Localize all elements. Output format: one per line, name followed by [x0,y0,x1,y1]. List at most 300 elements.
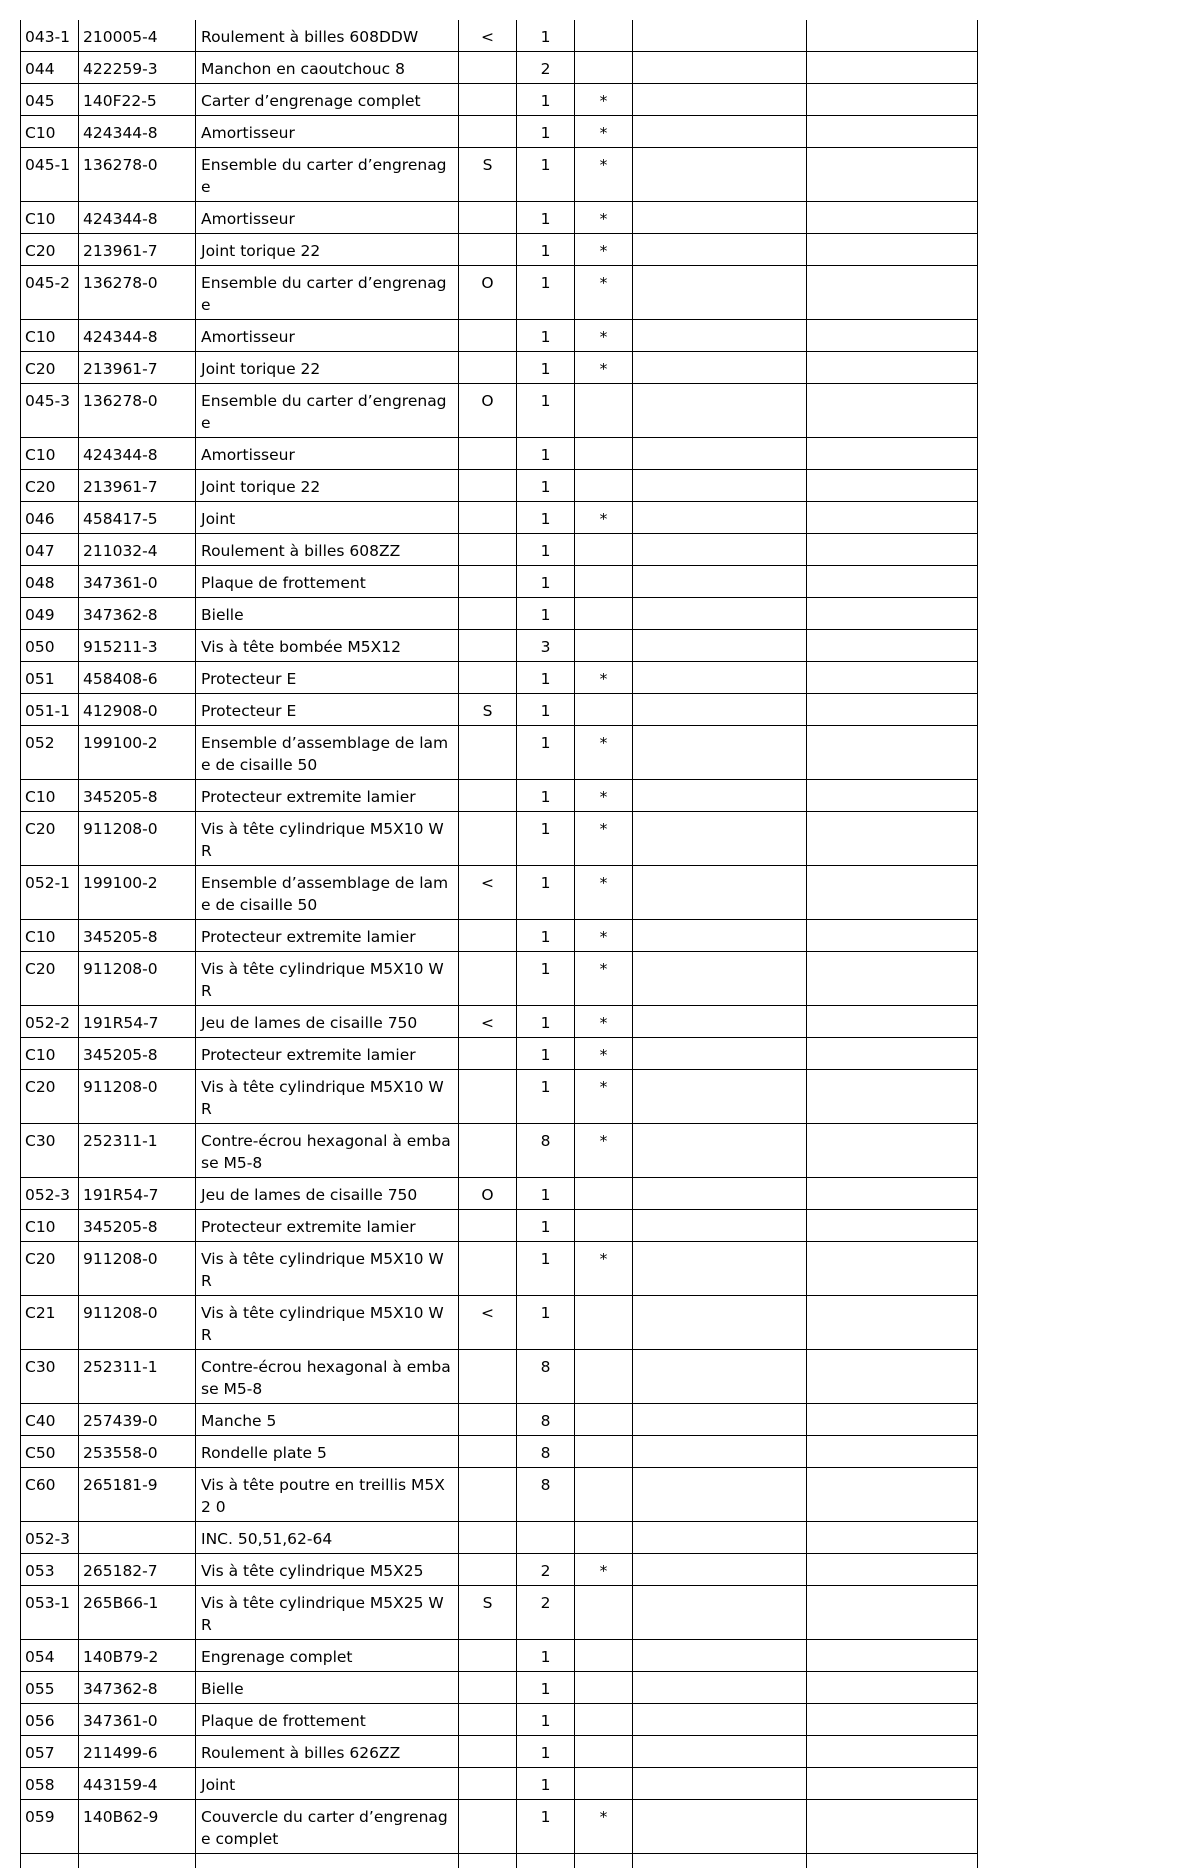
description-cell: Amortisseur [196,116,459,148]
change-code-cell: S [459,148,517,202]
change-code-cell [459,566,517,598]
part-number-cell: 911208-0 [79,1070,196,1124]
table-row [21,726,978,780]
description-cell: Protecteur E [196,694,459,726]
item-number-cell: C10 [21,116,79,148]
blank-cell-b [807,1554,978,1586]
change-code-cell [459,920,517,952]
item-number-cell: 043-1 [21,20,79,52]
change-code-cell [459,1522,517,1554]
blank-cell-a [633,866,807,920]
description-cell: Plaque de frottement [196,566,459,598]
blank-cell-b [807,598,978,630]
part-number-cell: 265B66-1 [79,1586,196,1640]
description-cell: INC. 50,51,62-64 [196,1522,459,1554]
item-number-cell: C10 [21,438,79,470]
table-row [21,52,978,84]
mark-cell: * [575,84,633,116]
blank-cell-a [633,1210,807,1242]
table-row [21,1640,978,1672]
item-number-cell: C10 [21,780,79,812]
part-number-cell: 347362-8 [79,1672,196,1704]
part-number-cell: 911208-0 [79,1296,196,1350]
blank-cell-b [807,1704,978,1736]
mark-cell: * [575,234,633,266]
quantity-cell: 3 [517,630,575,662]
quantity-cell: 1 [517,352,575,384]
mark-cell [575,438,633,470]
description-cell: Joint torique 22 [196,234,459,266]
description-cell: Vis à tête cylindrique M5X10 WR [196,1242,459,1296]
change-code-cell: O [459,266,517,320]
blank-cell-b [807,266,978,320]
change-code-cell [459,52,517,84]
quantity-cell: 1 [517,694,575,726]
description-cell: Ensemble du carter d’engrenage [196,148,459,202]
mark-cell: * [575,1242,633,1296]
blank-cell-a [633,598,807,630]
blank-cell-b [807,1296,978,1350]
item-number-cell: 052-3 [21,1522,79,1554]
table-row [21,1736,978,1768]
change-code-cell [459,1554,517,1586]
change-code-cell [459,1768,517,1800]
quantity-cell: 1 [517,502,575,534]
blank-cell-a [633,726,807,780]
table-row [21,694,978,726]
quantity-cell: 1 [517,1210,575,1242]
mark-cell [575,470,633,502]
description-cell: Vis à tête cylindrique M5X25 WR [196,1586,459,1640]
mark-cell [575,534,633,566]
description-cell: Engrenage complet [196,1640,459,1672]
quantity-cell: 2 [517,1586,575,1640]
mark-cell [575,1436,633,1468]
blank-cell-b [807,1468,978,1522]
table-row [21,866,978,920]
parts-list-table [20,20,978,1868]
item-number-cell: 058 [21,1768,79,1800]
description-cell: Contre-écrou hexagonal à emba se M5-8 [196,1350,459,1404]
table-row [21,266,978,320]
description-cell: Protecteur extremite lamier [196,920,459,952]
part-number-cell: 424344-8 [79,116,196,148]
item-number-cell: 059 [21,1800,79,1854]
description-cell: Manche 5 [196,1404,459,1436]
blank-cell-b [807,1736,978,1768]
part-number-cell: 915211-3 [79,630,196,662]
description-cell: Amortisseur [196,438,459,470]
item-number-cell: 053 [21,1554,79,1586]
quantity-cell: 1 [517,1038,575,1070]
item-number-cell: C20 [21,1242,79,1296]
table-row [21,1554,978,1586]
blank-cell-b [807,952,978,1006]
change-code-cell [459,502,517,534]
empty-cell [575,1854,633,1868]
mark-cell [575,1768,633,1800]
blank-cell-a [633,780,807,812]
quantity-cell: 1 [517,20,575,52]
part-number-cell: 213961-7 [79,234,196,266]
description-cell: Plaque de frottement [196,1704,459,1736]
mark-cell: * [575,952,633,1006]
item-number-cell: 051-1 [21,694,79,726]
item-number-cell: 052-3 [21,1178,79,1210]
quantity-cell: 8 [517,1124,575,1178]
change-code-cell [459,630,517,662]
description-cell: Bielle [196,1672,459,1704]
mark-cell: * [575,1124,633,1178]
blank-cell-b [807,148,978,202]
part-number-cell: 252311-1 [79,1124,196,1178]
quantity-cell: 1 [517,1006,575,1038]
part-number-cell: 458417-5 [79,502,196,534]
part-number-cell: 347361-0 [79,566,196,598]
table-row [21,1038,978,1070]
change-code-cell [459,1038,517,1070]
blank-cell-a [633,438,807,470]
mark-cell [575,1736,633,1768]
table-row [21,1124,978,1178]
mark-cell [575,1522,633,1554]
quantity-cell: 1 [517,780,575,812]
change-code-cell [459,780,517,812]
item-number-cell: 054 [21,1640,79,1672]
part-number-cell [79,1522,196,1554]
change-code-cell [459,812,517,866]
blank-cell-a [633,202,807,234]
change-code-cell [459,234,517,266]
description-cell: Couvercle du carter d’engrenage complet [196,1800,459,1854]
quantity-cell: 8 [517,1404,575,1436]
quantity-cell: 1 [517,1640,575,1672]
part-number-cell: 424344-8 [79,320,196,352]
item-number-cell: C20 [21,812,79,866]
item-number-cell: C30 [21,1350,79,1404]
quantity-cell: 1 [517,920,575,952]
description-cell: Ensemble d’assemblage de lame de cisaille 50 [196,866,459,920]
quantity-cell: 1 [517,1704,575,1736]
change-code-cell [459,534,517,566]
description-cell: Vis à tête poutre en treillis M5X2 0 [196,1468,459,1522]
blank-cell-a [633,52,807,84]
empty-cell [21,1854,79,1868]
item-number-cell: C21 [21,1296,79,1350]
change-code-cell [459,598,517,630]
quantity-cell: 1 [517,148,575,202]
change-code-cell: < [459,1006,517,1038]
table-row [21,1800,978,1854]
blank-cell-a [633,534,807,566]
item-number-cell: 052 [21,726,79,780]
table-row [21,352,978,384]
part-number-cell: 140F22-5 [79,84,196,116]
change-code-cell [459,202,517,234]
table-row [21,1704,978,1736]
item-number-cell: 056 [21,1704,79,1736]
mark-cell: * [575,812,633,866]
quantity-cell: 1 [517,866,575,920]
item-number-cell: 045 [21,84,79,116]
table-row [21,84,978,116]
mark-cell: * [575,148,633,202]
item-number-cell: 045-3 [21,384,79,438]
blank-cell-a [633,952,807,1006]
table-row [21,630,978,662]
mark-cell [575,1704,633,1736]
change-code-cell [459,1350,517,1404]
part-number-cell: 257439-0 [79,1404,196,1436]
item-number-cell: 052-2 [21,1006,79,1038]
mark-cell [575,1640,633,1672]
table-row [21,502,978,534]
change-code-cell [459,1704,517,1736]
blank-cell-b [807,1672,978,1704]
quantity-cell: 1 [517,598,575,630]
change-code-cell [459,726,517,780]
quantity-cell: 1 [517,1178,575,1210]
change-code-cell: < [459,20,517,52]
blank-cell-b [807,202,978,234]
empty-cell [459,1854,517,1868]
item-number-cell: 045-1 [21,148,79,202]
blank-cell-b [807,812,978,866]
item-number-cell: C20 [21,952,79,1006]
quantity-cell: 1 [517,84,575,116]
description-cell: Protecteur extremite lamier [196,1038,459,1070]
blank-cell-a [633,1468,807,1522]
parts-table-body [21,20,978,1868]
part-number-cell: 210005-4 [79,20,196,52]
blank-cell-a [633,384,807,438]
item-number-cell: C20 [21,470,79,502]
blank-cell-b [807,1436,978,1468]
blank-cell-b [807,470,978,502]
blank-cell-a [633,920,807,952]
quantity-cell: 1 [517,1736,575,1768]
mark-cell [575,1586,633,1640]
mark-cell: * [575,920,633,952]
mark-cell: * [575,866,633,920]
blank-cell-a [633,1800,807,1854]
description-cell: Vis à tête bombée M5X12 [196,630,459,662]
mark-cell [575,1178,633,1210]
table-row [21,662,978,694]
blank-cell-b [807,662,978,694]
table-row [21,148,978,202]
change-code-cell [459,1736,517,1768]
blank-cell-a [633,1704,807,1736]
description-cell: Amortisseur [196,320,459,352]
blank-cell-b [807,438,978,470]
table-row [21,1768,978,1800]
table-row [21,1586,978,1640]
mark-cell [575,566,633,598]
description-cell: Vis à tête cylindrique M5X10 WR [196,1296,459,1350]
blank-cell-a [633,566,807,598]
part-number-cell: 211032-4 [79,534,196,566]
blank-cell-a [633,1672,807,1704]
part-number-cell: 347362-8 [79,598,196,630]
table-row-empty [21,1854,978,1868]
item-number-cell: C10 [21,320,79,352]
blank-cell-a [633,470,807,502]
mark-cell: * [575,726,633,780]
quantity-cell: 2 [517,1554,575,1586]
description-cell: Jeu de lames de cisaille 750 [196,1006,459,1038]
mark-cell: * [575,202,633,234]
mark-cell: * [575,352,633,384]
empty-cell [807,1854,978,1868]
mark-cell: * [575,116,633,148]
part-number-cell: 458408-6 [79,662,196,694]
part-number-cell: 911208-0 [79,952,196,1006]
change-code-cell [459,1124,517,1178]
item-number-cell: C50 [21,1436,79,1468]
mark-cell: * [575,662,633,694]
mark-cell: * [575,780,633,812]
change-code-cell: < [459,866,517,920]
table-row [21,1404,978,1436]
change-code-cell [459,1436,517,1468]
mark-cell: * [575,1554,633,1586]
part-number-cell: 345205-8 [79,920,196,952]
item-number-cell: 051 [21,662,79,694]
blank-cell-a [633,630,807,662]
change-code-cell [459,1070,517,1124]
part-number-cell: 347361-0 [79,1704,196,1736]
part-number-cell: 412908-0 [79,694,196,726]
quantity-cell: 1 [517,202,575,234]
part-number-cell: 424344-8 [79,202,196,234]
change-code-cell [459,116,517,148]
table-row [21,202,978,234]
table-row [21,1522,978,1554]
quantity-cell: 1 [517,470,575,502]
table-row [21,438,978,470]
change-code-cell [459,84,517,116]
table-row [21,234,978,266]
change-code-cell [459,662,517,694]
blank-cell-b [807,1178,978,1210]
part-number-cell: 140B62-9 [79,1800,196,1854]
part-number-cell: 191R54-7 [79,1006,196,1038]
description-cell: Ensemble du carter d’engrenage [196,384,459,438]
item-number-cell: C30 [21,1124,79,1178]
empty-cell [633,1854,807,1868]
blank-cell-b [807,1124,978,1178]
part-number-cell: 213961-7 [79,352,196,384]
part-number-cell: 424344-8 [79,438,196,470]
blank-cell-a [633,1124,807,1178]
empty-cell [517,1854,575,1868]
blank-cell-a [633,1554,807,1586]
mark-cell [575,52,633,84]
part-number-cell: 345205-8 [79,1210,196,1242]
blank-cell-b [807,1586,978,1640]
table-row [21,20,978,52]
blank-cell-a [633,662,807,694]
mark-cell [575,1210,633,1242]
change-code-cell: S [459,694,517,726]
quantity-cell: 1 [517,952,575,1006]
blank-cell-b [807,1242,978,1296]
quantity-cell: 1 [517,384,575,438]
blank-cell-b [807,20,978,52]
item-number-cell: 045-2 [21,266,79,320]
quantity-cell: 1 [517,116,575,148]
blank-cell-b [807,352,978,384]
item-number-cell: C10 [21,920,79,952]
description-cell: Vis à tête cylindrique M5X10 WR [196,812,459,866]
description-cell: Roulement à billes 608DDW [196,20,459,52]
table-row [21,1350,978,1404]
description-cell: Joint [196,1768,459,1800]
blank-cell-a [633,1006,807,1038]
description-cell: Carter d’engrenage complet [196,84,459,116]
item-number-cell: 053-1 [21,1586,79,1640]
item-number-cell: 050 [21,630,79,662]
table-row [21,534,978,566]
part-number-cell: 140B79-2 [79,1640,196,1672]
blank-cell-b [807,726,978,780]
blank-cell-a [633,352,807,384]
mark-cell: * [575,502,633,534]
quantity-cell: 1 [517,1242,575,1296]
blank-cell-a [633,1640,807,1672]
mark-cell [575,384,633,438]
table-row [21,1672,978,1704]
mark-cell [575,1404,633,1436]
quantity-cell: 1 [517,534,575,566]
change-code-cell: S [459,1586,517,1640]
change-code-cell [459,952,517,1006]
blank-cell-b [807,534,978,566]
item-number-cell: C40 [21,1404,79,1436]
mark-cell [575,1350,633,1404]
blank-cell-b [807,1800,978,1854]
description-cell: Vis à tête cylindrique M5X25 [196,1554,459,1586]
part-number-cell: 265181-9 [79,1468,196,1522]
blank-cell-a [633,1436,807,1468]
blank-cell-a [633,1242,807,1296]
blank-cell-b [807,780,978,812]
change-code-cell [459,1640,517,1672]
item-number-cell: C10 [21,202,79,234]
table-row [21,470,978,502]
table-row [21,1436,978,1468]
description-cell: Amortisseur [196,202,459,234]
blank-cell-a [633,502,807,534]
blank-cell-b [807,920,978,952]
blank-cell-b [807,1522,978,1554]
blank-cell-a [633,1404,807,1436]
quantity-cell: 1 [517,1070,575,1124]
mark-cell [575,694,633,726]
description-cell: Joint torique 22 [196,352,459,384]
blank-cell-a [633,1070,807,1124]
mark-cell [575,20,633,52]
change-code-cell: < [459,1296,517,1350]
blank-cell-b [807,566,978,598]
item-number-cell: 049 [21,598,79,630]
description-cell: Ensemble du carter d’engrenage [196,266,459,320]
quantity-cell: 8 [517,1350,575,1404]
change-code-cell [459,1404,517,1436]
blank-cell-a [633,234,807,266]
blank-cell-a [633,1038,807,1070]
